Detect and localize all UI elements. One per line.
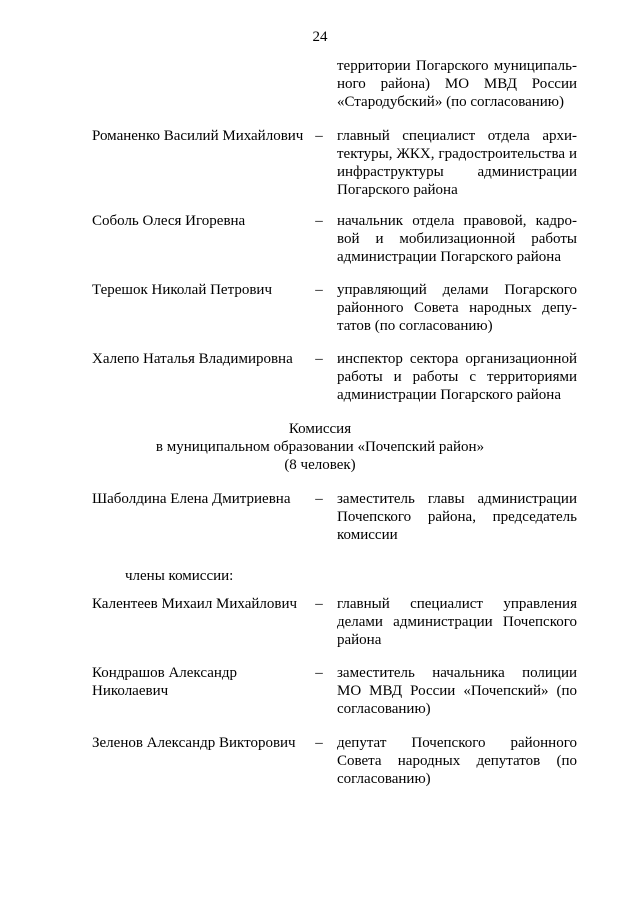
commission-heading-count: (8 человек) xyxy=(284,457,356,473)
dash-separator: – xyxy=(315,282,323,298)
person-position: начальник отдела правовой, кадро-вой и мобилизационной работы администрации Погарского района xyxy=(337,213,577,265)
dash-separator: – xyxy=(315,351,323,367)
commission-heading-subtitle: в муниципальном образовании «Почепский район» xyxy=(155,439,485,455)
continuation-text: территории Погарского муниципаль-ного района) МО МВД России «Стародубский» (по согласованию) xyxy=(337,58,577,110)
dash-separator: – xyxy=(315,491,323,507)
person-name: Терешок Николай Петрович xyxy=(92,282,272,298)
dash-separator: – xyxy=(315,128,323,144)
person-position: инспектор сектора организационной работы и работы с территориями администрации Погарского района xyxy=(337,351,577,403)
list-item xyxy=(92,350,578,430)
person-name: Халепо Наталья Владимировна xyxy=(92,351,293,367)
person-position: заместитель главы администрации Почепского района, председатель комиссии xyxy=(337,491,577,543)
person-name: Романенко Василий Михайлович xyxy=(92,128,304,144)
person-position: управляющий делами Погарского районного Совета народных депу-татов (по согласованию) xyxy=(337,282,577,334)
person-name: Зеленов Александр Викторович xyxy=(92,735,296,751)
list-item xyxy=(92,281,578,361)
person-position: заместитель начальника полиции МО МВД России «Почепский» (по согласованию) xyxy=(337,665,577,717)
person-position: главный специалист управления делами администрации Почепского района xyxy=(337,596,577,648)
list-item xyxy=(92,127,578,207)
commission-heading-title: Комиссия xyxy=(288,421,352,437)
person-name: Соболь Олеся Игоревна xyxy=(92,213,246,229)
person-name: Кондрашов Александр Николаевич xyxy=(92,665,238,699)
page-number: 24 xyxy=(312,29,328,45)
person-name: Калентеев Михаил Михайлович xyxy=(92,596,298,612)
members-label: члены комиссии: xyxy=(125,568,234,584)
list-item xyxy=(92,212,578,292)
dash-separator: – xyxy=(315,213,323,229)
person-position: главный специалист отдела архи-тектуры, ЖКХ, градостроительства и инфраструктуры администрации Погарского района xyxy=(337,128,577,198)
list-item xyxy=(92,595,578,675)
dash-separator: – xyxy=(315,596,323,612)
person-position: депутат Почепского районного Совета народных депутатов (по согласованию) xyxy=(337,735,577,787)
person-name: Шаболдина Елена Дмитриевна xyxy=(92,491,291,507)
list-item xyxy=(92,734,578,814)
list-item xyxy=(92,664,578,744)
dash-separator: – xyxy=(315,735,323,751)
chairman-entry xyxy=(92,490,578,570)
dash-separator: – xyxy=(315,665,323,681)
